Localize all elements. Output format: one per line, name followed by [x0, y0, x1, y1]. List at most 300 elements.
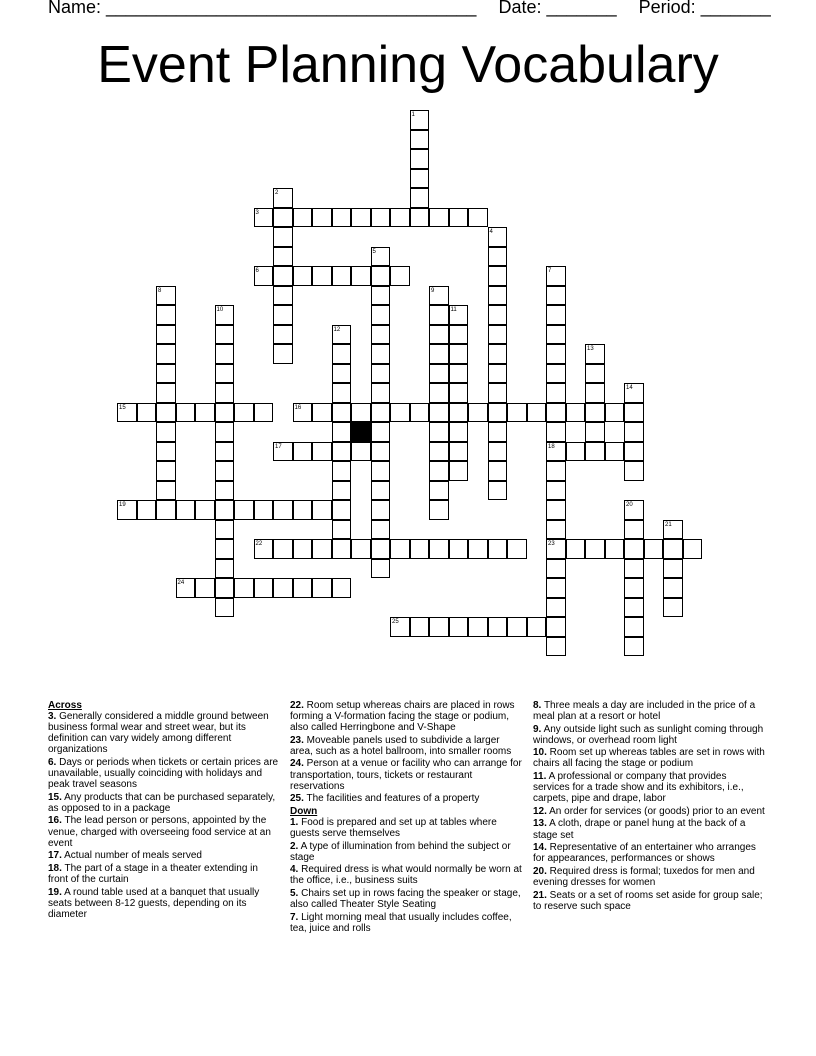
grid-cell[interactable]: [351, 266, 371, 286]
grid-cell[interactable]: [624, 461, 644, 481]
clue-item-text: Light morning meal that usually includes coffee, tea, juice and rolls: [290, 911, 512, 934]
grid-cell[interactable]: [156, 344, 176, 364]
grid-cell[interactable]: [527, 617, 547, 637]
grid-cell[interactable]: [273, 188, 293, 208]
grid-cell[interactable]: [624, 520, 644, 540]
grid-cell[interactable]: [273, 286, 293, 306]
grid-cell[interactable]: [254, 208, 274, 228]
grid-cell[interactable]: [195, 578, 215, 598]
clue-item-number: 23.: [290, 734, 304, 746]
grid-cell[interactable]: [293, 539, 313, 559]
clue-item: [48, 850, 280, 861]
grid-cell[interactable]: [254, 500, 274, 520]
grid-cell[interactable]: [488, 247, 508, 267]
grid-cell[interactable]: [176, 403, 196, 423]
clue-item: [48, 887, 280, 920]
grid-cell[interactable]: [605, 442, 625, 462]
grid-cell[interactable]: [254, 403, 274, 423]
grid-cell[interactable]: [371, 539, 391, 559]
grid-cell[interactable]: [371, 422, 391, 442]
grid-cell[interactable]: [429, 539, 449, 559]
grid-cell[interactable]: [527, 403, 547, 423]
clue-number: 19: [119, 502, 126, 508]
grid-cell[interactable]: [449, 383, 469, 403]
grid-cell[interactable]: [624, 422, 644, 442]
grid-cell[interactable]: [371, 364, 391, 384]
grid-cell[interactable]: [156, 422, 176, 442]
grid-cell[interactable]: [332, 383, 352, 403]
clue-item-text: Days or periods when tickets or certain prices are unavailable, usually coinciding with holidays and peak travel seasons: [48, 756, 279, 791]
grid-cell[interactable]: [215, 520, 235, 540]
grid-cell[interactable]: [332, 520, 352, 540]
clue-item-number: 17.: [48, 850, 62, 862]
clue-item: [533, 747, 765, 769]
grid-cell[interactable]: [429, 383, 449, 403]
clue-number: 23: [548, 541, 555, 547]
grid-cell[interactable]: [410, 188, 430, 208]
grid-cell[interactable]: [585, 344, 605, 364]
clue-item-number: 9.: [533, 723, 542, 735]
clue-item-number: 18.: [48, 862, 62, 874]
grid-cell[interactable]: [371, 500, 391, 520]
grid-cell[interactable]: [566, 442, 586, 462]
grid-cell[interactable]: [624, 559, 644, 579]
grid-cell[interactable]: [546, 637, 566, 657]
grid-cell[interactable]: [215, 598, 235, 618]
grid-cell[interactable]: [585, 403, 605, 423]
grid-cell[interactable]: [332, 422, 352, 442]
grid-cell[interactable]: [351, 442, 371, 462]
grid-cell[interactable]: [624, 500, 644, 520]
grid-cell[interactable]: [215, 422, 235, 442]
grid-cell[interactable]: [624, 598, 644, 618]
grid-cell[interactable]: [273, 539, 293, 559]
grid-cell[interactable]: [312, 500, 332, 520]
grid-cell[interactable]: [488, 383, 508, 403]
grid-cell[interactable]: [546, 325, 566, 345]
grid-cell[interactable]: [234, 403, 254, 423]
grid-cell[interactable]: [332, 481, 352, 501]
grid-cell[interactable]: [332, 539, 352, 559]
period-label: Period:: [638, 0, 696, 17]
grid-cell[interactable]: [449, 422, 469, 442]
grid-cell[interactable]: [546, 481, 566, 501]
grid-cell[interactable]: [429, 305, 449, 325]
grid-cell[interactable]: [371, 461, 391, 481]
grid-cell[interactable]: [624, 403, 644, 423]
clue-number: 9: [431, 287, 435, 294]
clue-item-number: 20.: [533, 865, 547, 877]
grid-cell[interactable]: [663, 578, 683, 598]
grid-cell[interactable]: [429, 344, 449, 364]
grid-cell[interactable]: [156, 442, 176, 462]
grid-cell[interactable]: [546, 383, 566, 403]
grid-cell[interactable]: [293, 578, 313, 598]
grid-cell[interactable]: [215, 539, 235, 559]
grid-cell[interactable]: [273, 305, 293, 325]
grid-cell[interactable]: [546, 559, 566, 579]
grid-cell[interactable]: [546, 305, 566, 325]
clue-number: 18: [548, 443, 555, 450]
grid-cell[interactable]: [293, 266, 313, 286]
grid-cell[interactable]: [332, 442, 352, 462]
clue-column-1: [48, 700, 280, 921]
grid-cell[interactable]: [332, 461, 352, 481]
clue-number: 4: [489, 229, 493, 235]
grid-cell[interactable]: [624, 637, 644, 657]
grid-cell[interactable]: [429, 481, 449, 501]
clue-item: [533, 890, 765, 912]
grid-cell[interactable]: [488, 325, 508, 345]
clue-item: [533, 866, 765, 888]
grid-cell[interactable]: [449, 325, 469, 345]
clue-number: 24: [177, 580, 185, 586]
grid-cell[interactable]: [624, 442, 644, 462]
clue-item: [48, 815, 280, 848]
clue-number: 6: [255, 268, 259, 274]
clue-item: [290, 888, 522, 910]
grid-cell[interactable]: [215, 559, 235, 579]
grid-cell[interactable]: [663, 598, 683, 618]
clue-item: [290, 817, 522, 839]
grid-cell[interactable]: [371, 266, 391, 286]
clue-item-number: 7.: [290, 911, 299, 923]
grid-cell[interactable]: [273, 344, 293, 364]
grid-cell[interactable]: [429, 442, 449, 462]
grid-cell[interactable]: [156, 364, 176, 384]
clue-item: [533, 700, 765, 722]
grid-cell[interactable]: [507, 617, 527, 637]
grid-cell[interactable]: [429, 422, 449, 442]
grid-cell[interactable]: [566, 403, 586, 423]
clue-item: [48, 757, 280, 790]
grid-cell[interactable]: [488, 539, 508, 559]
grid-cell[interactable]: [488, 422, 508, 442]
grid-cell[interactable]: [371, 520, 391, 540]
grid-cell[interactable]: [449, 305, 469, 325]
grid-cell[interactable]: [215, 364, 235, 384]
clue-number: 17: [275, 443, 282, 450]
grid-cell[interactable]: [410, 617, 430, 637]
grid-cell[interactable]: [429, 617, 449, 637]
grid-cell[interactable]: [293, 442, 313, 462]
grid-cell[interactable]: [546, 286, 566, 306]
grid-cell[interactable]: [663, 520, 683, 540]
clue-item: [533, 842, 765, 864]
clue-item-text: Any outside light such as sunlight coming through windows, or overhead room light: [533, 723, 764, 746]
clue-item-number: 22.: [290, 700, 304, 711]
grid-cell[interactable]: [117, 500, 137, 520]
clue-item-number: 10.: [533, 747, 547, 759]
grid-cell[interactable]: [215, 383, 235, 403]
grid-cell[interactable]: [195, 403, 215, 423]
grid-cell[interactable]: [312, 266, 332, 286]
clue-item-number: 16.: [48, 815, 62, 827]
grid-cell[interactable]: [429, 403, 449, 423]
grid-cell[interactable]: [117, 403, 137, 423]
grid-cell[interactable]: [371, 559, 391, 579]
grid-cell[interactable]: [449, 617, 469, 637]
grid-cell[interactable]: [273, 500, 293, 520]
grid-cell[interactable]: [234, 500, 254, 520]
grid-cell[interactable]: [410, 208, 430, 228]
clue-item-text: Representative of an entertainer who arranges for appearances, performances or shows: [533, 842, 756, 865]
grid-cell[interactable]: [351, 539, 371, 559]
clue-column-3: [533, 700, 765, 913]
grid-cell[interactable]: [273, 578, 293, 598]
grid-cell[interactable]: [390, 539, 410, 559]
grid-cell[interactable]: [449, 344, 469, 364]
grid-cell[interactable]: [507, 403, 527, 423]
clue-item: [533, 806, 765, 817]
clue-item-text: Generally considered a middle ground between business formal wear and street wear, but its definition can vary widely among different organizations: [48, 711, 269, 756]
grid-cell[interactable]: [488, 227, 508, 247]
grid-cell[interactable]: [488, 266, 508, 286]
grid-cell[interactable]: [215, 403, 235, 423]
grid-cell[interactable]: [546, 461, 566, 481]
grid-cell[interactable]: [624, 578, 644, 598]
grid-cell[interactable]: [371, 305, 391, 325]
grid-cell[interactable]: [156, 500, 176, 520]
clue-item: [533, 771, 765, 804]
grid-cell[interactable]: [332, 208, 352, 228]
grid-cell[interactable]: [215, 500, 235, 520]
clue-number: 16: [294, 404, 302, 411]
grid-cell[interactable]: [176, 500, 196, 520]
grid-cell[interactable]: [663, 539, 683, 559]
clue-item-number: 1.: [290, 816, 299, 828]
grid-cell[interactable]: [585, 539, 605, 559]
clue-section-heading: Across: [48, 700, 82, 711]
grid-cell[interactable]: [371, 286, 391, 306]
grid-cell[interactable]: [488, 344, 508, 364]
grid-cell[interactable]: [410, 539, 430, 559]
grid-cell[interactable]: [585, 442, 605, 462]
grid-cell[interactable]: [410, 403, 430, 423]
clue-number: 15: [119, 404, 126, 411]
grid-cell[interactable]: [410, 110, 430, 130]
grid-cell[interactable]: [410, 169, 430, 189]
grid-cell[interactable]: [429, 286, 449, 306]
grid-cell[interactable]: [468, 539, 488, 559]
grid-cell[interactable]: [449, 364, 469, 384]
grid-cell[interactable]: [371, 325, 391, 345]
grid-cell[interactable]: [488, 403, 508, 423]
grid-cell[interactable]: [156, 286, 176, 306]
grid-cell[interactable]: [254, 539, 274, 559]
grid-cell[interactable]: [585, 383, 605, 403]
grid-cell[interactable]: [605, 403, 625, 423]
grid-cell[interactable]: [449, 403, 469, 423]
grid-cell[interactable]: [390, 403, 410, 423]
grid-cell[interactable]: [371, 403, 391, 423]
grid-cell[interactable]: [390, 617, 410, 637]
grid-cell[interactable]: [488, 442, 508, 462]
grid-cell[interactable]: [546, 403, 566, 423]
grid-cell[interactable]: [273, 266, 293, 286]
grid-cell[interactable]: [332, 266, 352, 286]
grid-cell[interactable]: [371, 383, 391, 403]
grid-cell[interactable]: [488, 364, 508, 384]
date-blank[interactable]: _______: [546, 0, 617, 17]
grid-cell[interactable]: [234, 578, 254, 598]
grid-cell[interactable]: [215, 442, 235, 462]
grid-cell[interactable]: [371, 344, 391, 364]
grid-cell[interactable]: [449, 442, 469, 462]
grid-cell[interactable]: [429, 208, 449, 228]
grid-cell[interactable]: [215, 305, 235, 325]
clue-number: 7: [548, 268, 552, 274]
grid-cell[interactable]: [254, 266, 274, 286]
grid-cell[interactable]: [137, 500, 157, 520]
grid-cell[interactable]: [293, 208, 313, 228]
grid-cell[interactable]: [332, 364, 352, 384]
clue-item-text: Moveable panels used to subdivide a larger area, such as a hotel ballroom, into smaller rooms: [290, 734, 512, 757]
clue-item-text: The part of a stage in a theater extending in front of the curtain: [48, 862, 258, 885]
clue-item-number: 2.: [290, 840, 299, 852]
clue-number: 11: [450, 307, 457, 313]
clue-item-number: 14.: [533, 842, 547, 854]
grid-cell[interactable]: [488, 461, 508, 481]
clue-item-text: Chairs set up in rows facing the speaker or stage, also called Theater Style Seating: [290, 888, 521, 911]
clue-item: [290, 912, 522, 934]
grid-cell[interactable]: [156, 383, 176, 403]
grid-cell[interactable]: [429, 364, 449, 384]
grid-cell[interactable]: [215, 344, 235, 364]
clue-item: [290, 700, 522, 733]
grid-cell[interactable]: [371, 208, 391, 228]
grid-cell[interactable]: [546, 598, 566, 618]
grid-cell[interactable]: [351, 403, 371, 423]
grid-cell[interactable]: [410, 130, 430, 150]
grid-cell[interactable]: [546, 539, 566, 559]
grid-cell[interactable]: [585, 422, 605, 442]
clue-item-text: Person at a venue or facility who can arrange for transportation, tours, tickets or restaurant reservations: [290, 758, 522, 792]
grid-cell[interactable]: [273, 247, 293, 267]
grid-cell[interactable]: [312, 442, 332, 462]
grid-cell[interactable]: [488, 286, 508, 306]
grid-cell[interactable]: [468, 617, 488, 637]
grid-cell[interactable]: [273, 227, 293, 247]
grid-cell[interactable]: [488, 617, 508, 637]
grid-cell[interactable]: [371, 442, 391, 462]
grid-cell[interactable]: [546, 266, 566, 286]
clue-item-number: 3.: [48, 711, 57, 723]
grid-cell[interactable]: [683, 539, 703, 559]
clue-number: 13: [587, 346, 594, 352]
grid-cell[interactable]: [488, 305, 508, 325]
clue-section-heading: Down: [290, 805, 318, 817]
grid-cell[interactable]: [449, 461, 469, 481]
grid-cell[interactable]: [195, 500, 215, 520]
grid-cell[interactable]: [585, 364, 605, 384]
grid-cell[interactable]: [215, 325, 235, 345]
clue-item: [533, 818, 765, 840]
grid-cell[interactable]: [624, 539, 644, 559]
clue-item: [533, 724, 765, 746]
grid-cell[interactable]: [605, 539, 625, 559]
grid-cell[interactable]: [624, 383, 644, 403]
grid-cell[interactable]: [468, 403, 488, 423]
grid-cell[interactable]: [156, 305, 176, 325]
grid-cell[interactable]: [449, 208, 469, 228]
grid-cell[interactable]: [390, 208, 410, 228]
grid-cell[interactable]: [566, 539, 586, 559]
grid-cell[interactable]: [273, 325, 293, 345]
grid-cell[interactable]: [215, 481, 235, 501]
grid-cell[interactable]: [293, 500, 313, 520]
grid-cell[interactable]: [332, 403, 352, 423]
grid-cell[interactable]: [546, 442, 566, 462]
grid-cell[interactable]: [546, 617, 566, 637]
grid-cell[interactable]: [546, 422, 566, 442]
clue-number: 25: [392, 619, 399, 625]
grid-cell[interactable]: [371, 247, 391, 267]
grid-cell[interactable]: [468, 208, 488, 228]
grid-cell[interactable]: [546, 364, 566, 384]
clue-item-text: A round table used at a banquet that usually seats between 8-12 guests, depending on its diameter: [48, 886, 260, 920]
grid-cell[interactable]: [624, 617, 644, 637]
grid-cell[interactable]: [215, 578, 235, 598]
grid-cell[interactable]: [546, 520, 566, 540]
period-blank[interactable]: _______: [700, 0, 771, 17]
grid-cell[interactable]: [663, 559, 683, 579]
grid-cell[interactable]: [332, 578, 352, 598]
name-blank[interactable]: _____________________________________: [106, 0, 477, 17]
grid-cell[interactable]: [507, 539, 527, 559]
grid-cell[interactable]: [293, 403, 313, 423]
grid-cell[interactable]: [312, 539, 332, 559]
clue-item: [48, 711, 280, 755]
grid-cell[interactable]: [410, 149, 430, 169]
grid-cell[interactable]: [156, 461, 176, 481]
clue-number: 10: [216, 307, 224, 313]
grid-cell[interactable]: [429, 500, 449, 520]
clue-item: [48, 863, 280, 885]
grid-cell[interactable]: [371, 481, 391, 501]
grid-cell[interactable]: [312, 403, 332, 423]
grid-cell[interactable]: [137, 403, 157, 423]
clue-item: [290, 735, 522, 757]
grid-cell[interactable]: [449, 539, 469, 559]
grid-cell[interactable]: [488, 481, 508, 501]
clue-item-text: Required dress is formal; tuxedos for men and evening dresses for women: [533, 865, 755, 888]
grid-cell[interactable]: [429, 325, 449, 345]
grid-cell[interactable]: [332, 500, 352, 520]
grid-cell[interactable]: [546, 344, 566, 364]
clue-item-number: 24.: [290, 758, 304, 770]
grid-cell[interactable]: [546, 578, 566, 598]
grid-cell[interactable]: [156, 403, 176, 423]
grid-cell[interactable]: [429, 461, 449, 481]
grid-cell[interactable]: [156, 481, 176, 501]
grid-cell[interactable]: [312, 208, 332, 228]
grid-cell[interactable]: [273, 442, 293, 462]
grid-cell[interactable]: [390, 266, 410, 286]
grid-cell[interactable]: [332, 325, 352, 345]
grid-cell[interactable]: [215, 461, 235, 481]
grid-cell[interactable]: [546, 500, 566, 520]
grid-cell[interactable]: [332, 344, 352, 364]
grid-cell[interactable]: [254, 578, 274, 598]
grid-cell[interactable]: [176, 578, 196, 598]
grid-cell[interactable]: [312, 578, 332, 598]
grid-cell[interactable]: [156, 325, 176, 345]
clue-item-text: Required dress is what would normally be worn at the office, i.e., business suits: [290, 864, 522, 887]
grid-cell[interactable]: [644, 539, 664, 559]
grid-cell[interactable]: [273, 208, 293, 228]
grid-cell[interactable]: [351, 208, 371, 228]
